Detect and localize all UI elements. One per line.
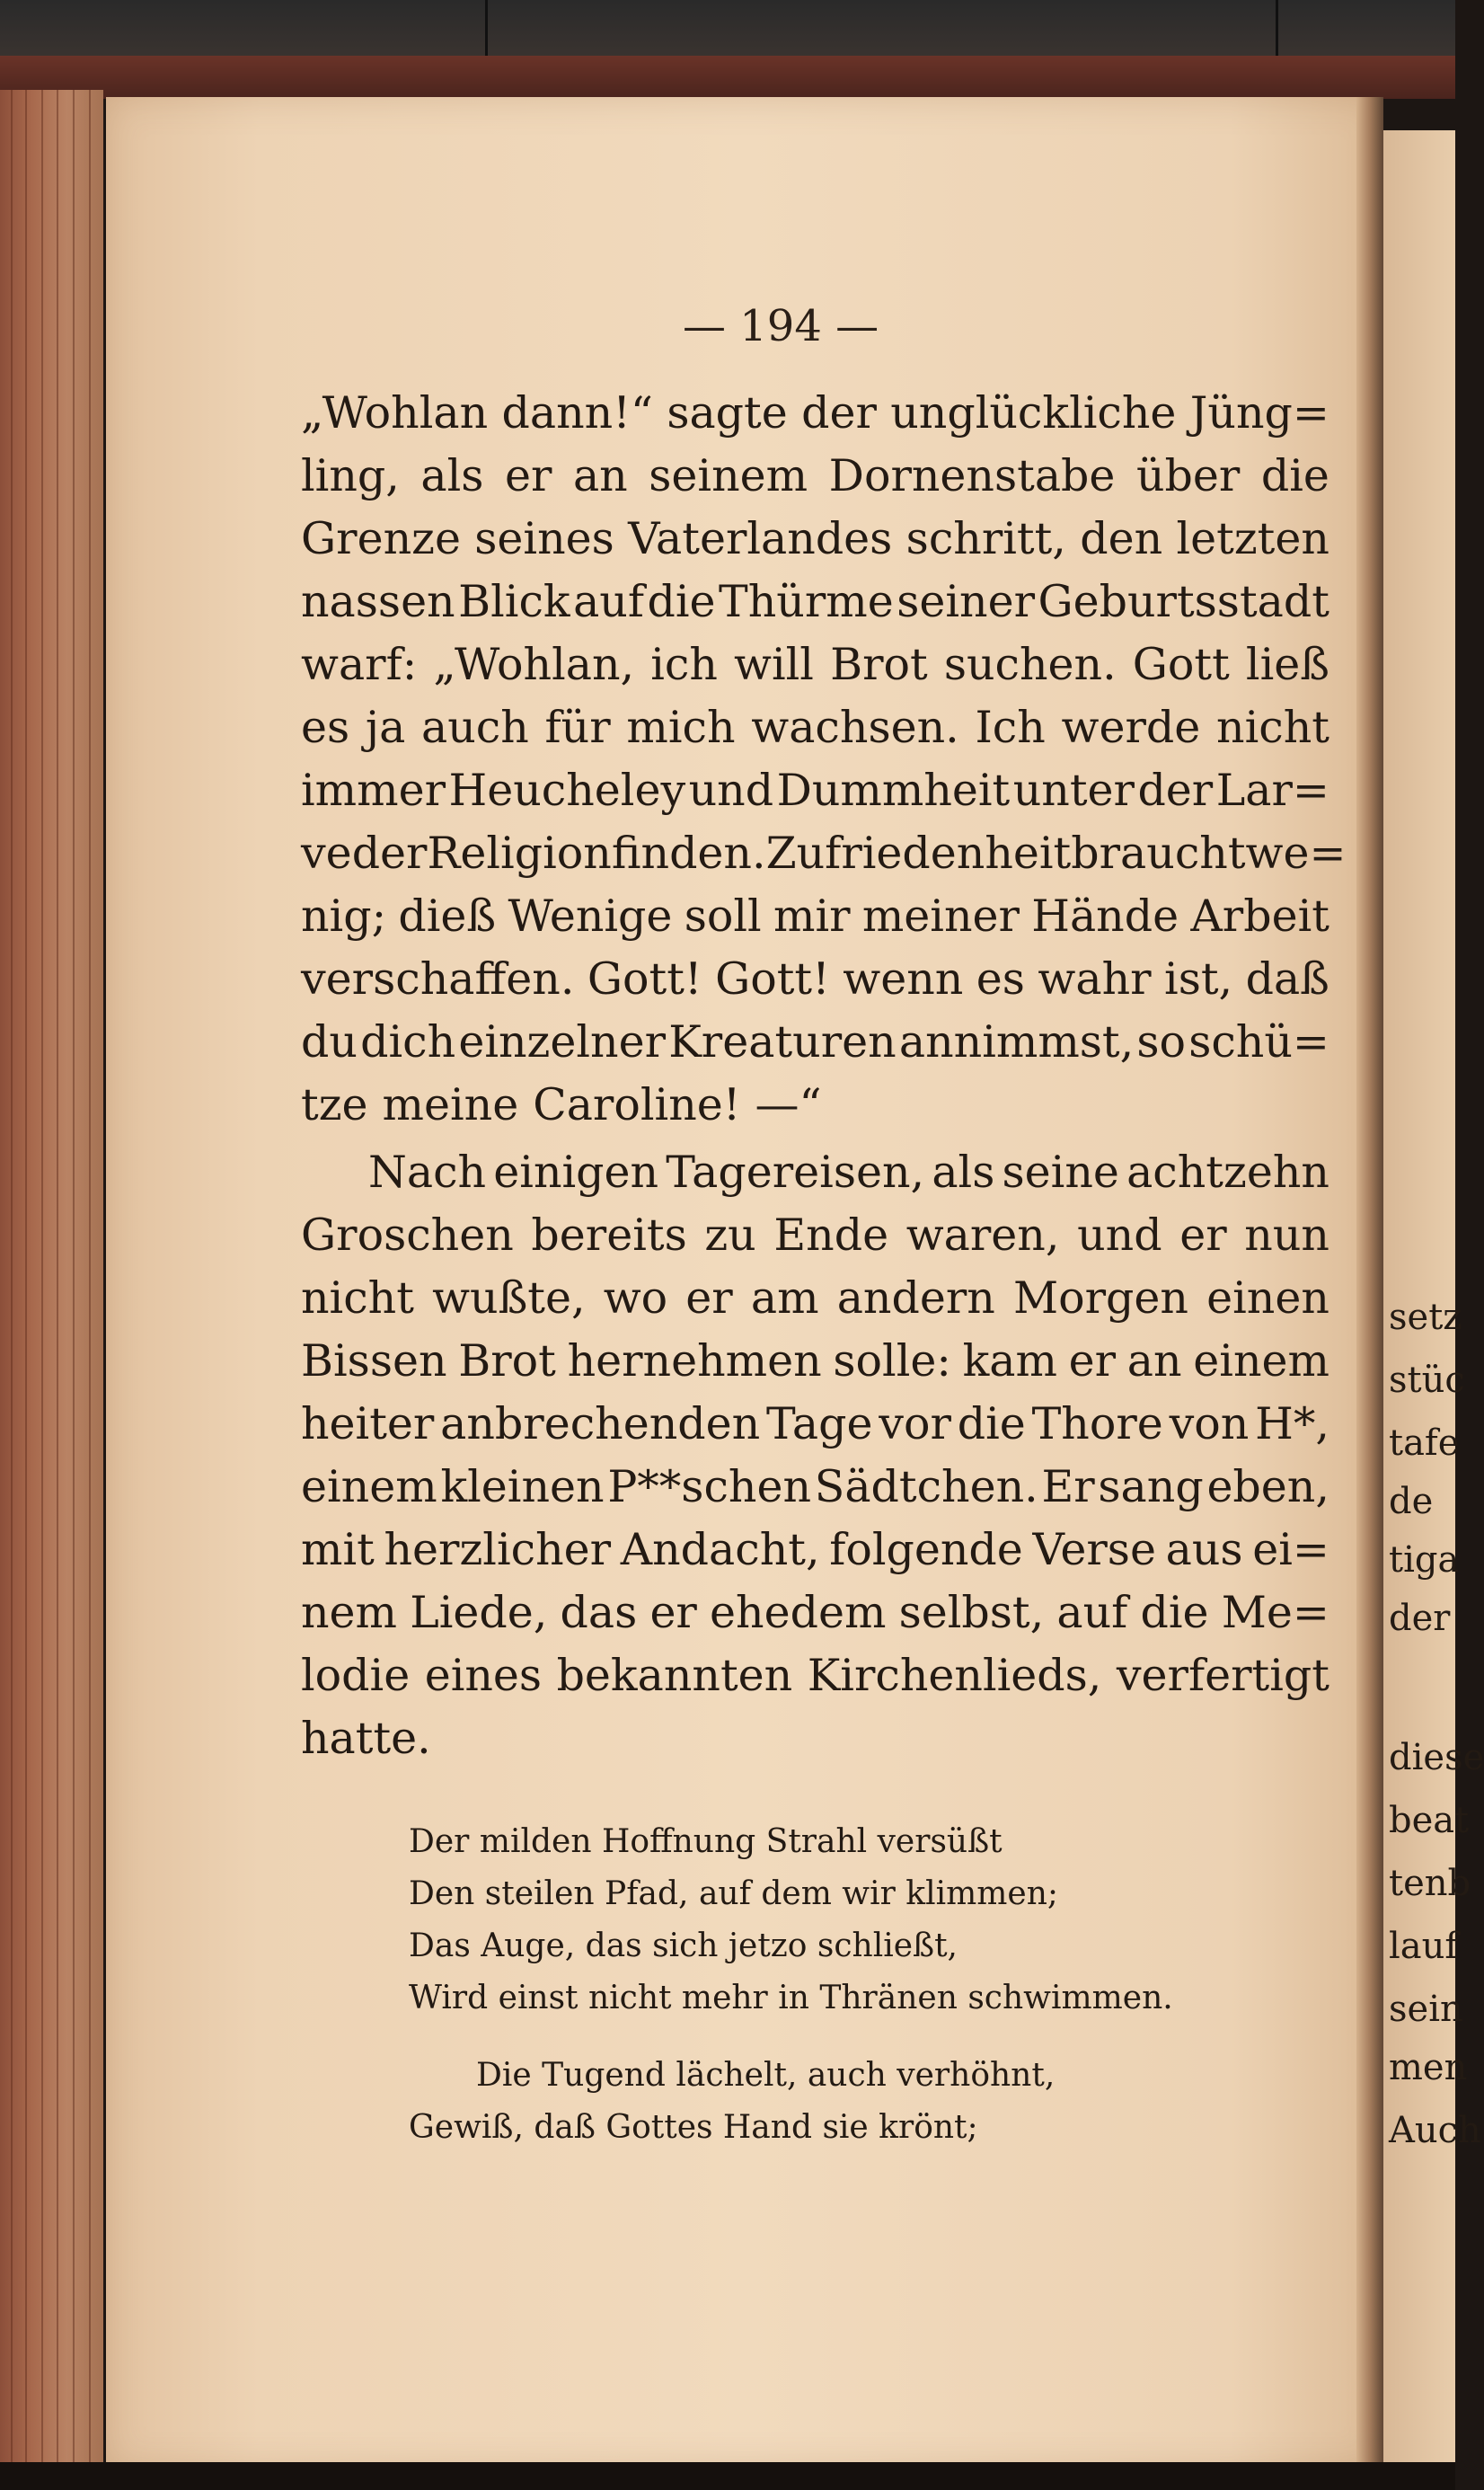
page-number: — 194 — (683, 301, 879, 351)
text-line: warf: „Wohlan, ich will Brot suchen. Gott ließ (301, 639, 1329, 690)
verse-line: Den steilen Pfad, auf dem wir klimmen; (409, 1875, 1059, 1912)
verse-line: Das Auge, das sich jetzo schließt, (409, 1927, 958, 1964)
adjacent-page-fragment: sein (1389, 1989, 1463, 2030)
verse-line: Gewiß, daß Gottes Hand sie krönt; (409, 2109, 978, 2146)
text-line: heiter anbrechenden Tage vor die Thore von H*, (301, 1398, 1329, 1449)
text-line: Grenze seines Vaterlandes schritt, den letzten (301, 513, 1329, 564)
verse-line: Wird einst nicht mehr in Thränen schwimmen. (409, 1980, 1173, 2016)
text-line: Groschen bereits zu Ende waren, und er nun (301, 1210, 1329, 1261)
book-cover-edge (0, 56, 1455, 99)
adjacent-page-fragment: tenb (1389, 1863, 1471, 1904)
page-edges-left (0, 90, 103, 2462)
background-divider (485, 0, 488, 63)
text-line: es ja auch für mich wachsen. Ich werde nicht (301, 702, 1329, 753)
text-line: du dich einzelner Kreaturen annimmst, so schü= (301, 1016, 1329, 1068)
text-line: ve der Religion finden. Zufriedenheit braucht we= (301, 828, 1347, 879)
top-background (0, 0, 1455, 63)
text-line: nem Liede, das er ehedem selbst, auf die Me= (301, 1587, 1329, 1638)
text-line: tze meine Caroline! —“ (301, 1079, 822, 1130)
text-line: einem kleinen P**schen Sädtchen. Er sang eben, (301, 1461, 1329, 1512)
book-gutter (1356, 97, 1383, 2469)
text-line: nig; dieß Wenige soll mir meiner Hände Arbeit (301, 891, 1329, 942)
text-line: Bissen Brot hernehmen solle: kam er an einem (301, 1335, 1329, 1387)
adjacent-page-fragment: tiga (1389, 1539, 1460, 1581)
text-line: Nach einigen Tagereisen, als seine achtzehn (368, 1147, 1329, 1198)
adjacent-page-fragment: Auch (1389, 2110, 1481, 2151)
verse-line: Die Tugend lächelt, auch verhöhnt, (476, 2057, 1056, 2094)
text-line: nicht wußte, wo er am andern Morgen einen (301, 1272, 1329, 1324)
adjacent-page-fragment: der (1389, 1598, 1451, 1639)
text-line: verschaffen. Gott! Gott! wenn es wahr ist, daß (301, 953, 1329, 1005)
text-line: nassen Blick auf die Thürme seiner Geburtsstadt (301, 576, 1329, 627)
text-line: hatte. (301, 1713, 431, 1764)
background-divider (1276, 0, 1278, 63)
text-line: immer Heucheley und Dummheit unter der Lar= (301, 765, 1329, 816)
adjacent-page-fragment: lauf (1389, 1926, 1459, 1967)
adjacent-page-fragment: beat (1389, 1800, 1470, 1841)
adjacent-page-fragment: setz (1389, 1297, 1462, 1338)
adjacent-page-fragment: diese (1389, 1737, 1484, 1778)
text-line: ling, als er an seinem Dornenstabe über die (301, 450, 1329, 501)
adjacent-page-fragment: men (1389, 2047, 1468, 2088)
bottom-background (0, 2462, 1455, 2490)
text-line: „Wohlan dann!“ sagte der unglückliche Jüng= (301, 387, 1329, 439)
adjacent-page-fragment: de (1389, 1481, 1434, 1522)
adjacent-page-fragment: tafe (1389, 1422, 1460, 1464)
adjacent-page-fragment: stüc (1389, 1360, 1465, 1401)
verse-line: Der milden Hoffnung Strahl versüßt (409, 1823, 1003, 1860)
text-line: lodie eines bekannten Kirchenlieds, verfertigt (301, 1650, 1329, 1701)
text-line: mit herzlicher Andacht, folgende Verse aus ei= (301, 1524, 1329, 1575)
